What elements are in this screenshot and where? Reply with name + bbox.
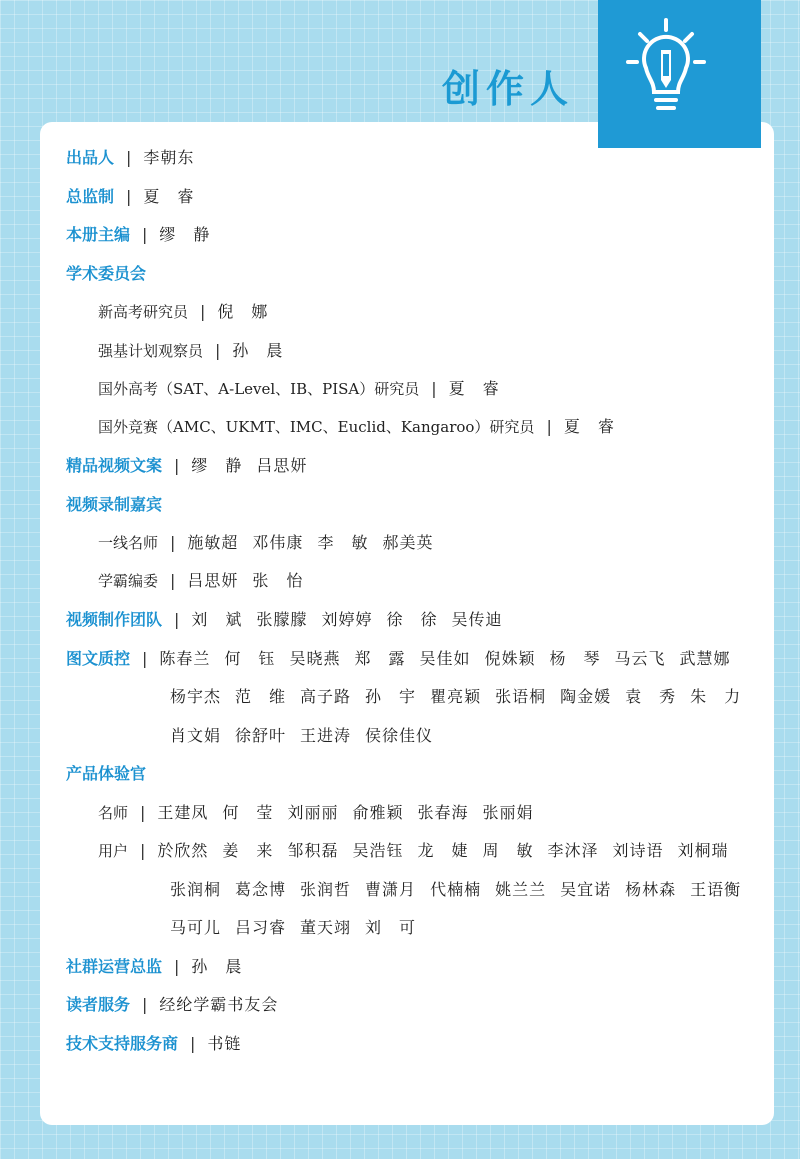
separator: | — [126, 187, 132, 206]
credit-name: 吕思妍 — [256, 456, 308, 475]
credit-name: 郑 露 — [354, 649, 406, 668]
credit-name: 杨林森 — [625, 880, 677, 899]
credit-name: 姜 来 — [222, 841, 274, 860]
credit-name: 郝美英 — [382, 533, 434, 552]
credit-label: 技术支持服务商 — [66, 1034, 179, 1053]
credit-sublabel: 新高考研究员 — [98, 303, 189, 321]
credit-name: 孙 晨 — [191, 957, 243, 976]
credit-label: 总监制 — [66, 187, 115, 206]
credit-sublabel: 强基计划观察员 — [98, 342, 204, 360]
credit-name: 马可儿 — [170, 918, 222, 937]
credit-name: 何 莹 — [222, 803, 274, 822]
credit-name: 袁 秀 — [625, 687, 677, 706]
credit-name: 范 维 — [235, 687, 287, 706]
credit-row-director — [66, 182, 208, 212]
credit-subrow — [98, 528, 447, 558]
separator: | — [126, 148, 132, 167]
credit-name: 缪 静 — [191, 456, 243, 475]
credit-subrow — [98, 412, 629, 442]
credit-name: 朱 力 — [690, 687, 742, 706]
separator: | — [215, 341, 221, 360]
credit-name: 杨宇杰 — [170, 687, 222, 706]
credit-name: 马云飞 — [614, 649, 666, 668]
credit-name: 倪 娜 — [217, 302, 269, 321]
credit-name: 王进涛 — [300, 726, 352, 745]
separator: | — [140, 841, 146, 860]
credit-row-video-guests — [66, 490, 162, 520]
credit-name: 吕思妍 — [187, 571, 239, 590]
credit-label: 社群运营总监 — [66, 957, 163, 976]
credit-continuation — [170, 875, 755, 905]
credit-row-video-team — [66, 605, 516, 635]
credit-subrow-teachers — [98, 798, 548, 828]
separator: | — [174, 456, 180, 475]
credit-name: 徐舒叶 — [235, 726, 287, 745]
credit-row-tech-support — [66, 1029, 255, 1059]
credit-label: 产品体验官 — [66, 764, 147, 783]
credit-sublabel: 国外竞赛（AMC、UKMT、IMC、Euclid、Kangaroo）研究员 — [98, 418, 535, 436]
credit-sublabel: 一线名师 — [98, 534, 159, 552]
credit-name: 王建凤 — [157, 803, 209, 822]
credit-row-academic — [66, 259, 146, 289]
credit-name: 杨 琴 — [549, 649, 601, 668]
credit-name: 孙 宇 — [365, 687, 417, 706]
credit-name: 刘 斌 — [191, 610, 243, 629]
credit-name: 周 敏 — [482, 841, 534, 860]
credits-card — [40, 122, 774, 1125]
credit-row-reader-service — [66, 990, 292, 1020]
credit-name: 刘桐瑞 — [677, 841, 729, 860]
credit-name: 吕习睿 — [235, 918, 287, 937]
credit-name: 夏 睿 — [448, 379, 500, 398]
credit-subrow — [98, 336, 297, 366]
credit-row-producer — [66, 143, 208, 173]
credit-name: 张丽娟 — [482, 803, 534, 822]
credit-continuation — [170, 682, 755, 712]
credit-sublabel: 名师 — [98, 804, 129, 822]
credit-name: 张朦朦 — [256, 610, 308, 629]
lightbulb-pencil-icon — [598, 0, 761, 148]
credit-name: 徐 徐 — [386, 610, 438, 629]
credit-name: 吴佳如 — [419, 649, 471, 668]
separator: | — [174, 610, 180, 629]
credit-row-editor — [66, 220, 224, 250]
credit-name: 夏 睿 — [143, 187, 195, 206]
separator: | — [142, 225, 148, 244]
credit-name: 何 钰 — [224, 649, 276, 668]
credit-row-testers — [66, 759, 146, 789]
credit-subrow — [98, 297, 282, 327]
credit-subrow — [98, 566, 317, 596]
credit-name: 张润桐 — [170, 880, 222, 899]
credit-label: 视频制作团队 — [66, 610, 163, 629]
credit-name: 刘婷婷 — [321, 610, 373, 629]
credit-row-video-copy — [66, 451, 321, 481]
separator: | — [140, 803, 146, 822]
credit-name: 陶金媛 — [560, 687, 612, 706]
separator: | — [170, 533, 176, 552]
credit-name: 经纶学霸书友会 — [159, 995, 279, 1014]
credit-name: 姚兰兰 — [495, 880, 547, 899]
credit-name: 李沐泽 — [547, 841, 599, 860]
credit-name: 倪姝颖 — [484, 649, 536, 668]
credit-name: 曹潇月 — [365, 880, 417, 899]
credit-sublabel: 学霸编委 — [98, 572, 159, 590]
credit-label: 本册主编 — [66, 225, 131, 244]
credit-name: 侯徐佳仪 — [365, 726, 434, 745]
separator: | — [546, 417, 552, 436]
credit-label: 读者服务 — [66, 995, 131, 1014]
credit-label: 出品人 — [66, 148, 115, 167]
credit-name: 龙 婕 — [417, 841, 469, 860]
credit-name: 缪 静 — [159, 225, 211, 244]
credit-name: 书链 — [207, 1034, 242, 1053]
credit-name: 邹积磊 — [287, 841, 339, 860]
credit-label: 视频录制嘉宾 — [66, 495, 163, 514]
credit-name: 刘诗语 — [612, 841, 664, 860]
credit-name: 李 敏 — [317, 533, 369, 552]
credit-row-quality — [66, 644, 745, 674]
credit-continuation — [170, 721, 447, 751]
credit-subrow — [98, 374, 514, 404]
separator: | — [142, 995, 148, 1014]
credit-name: 邓伟康 — [252, 533, 304, 552]
credit-continuation — [170, 913, 430, 943]
credit-label: 学术委员会 — [66, 264, 147, 283]
credit-name: 张润哲 — [300, 880, 352, 899]
credit-name: 肖文娟 — [170, 726, 222, 745]
credit-name: 俞雅颖 — [352, 803, 404, 822]
credit-name: 武慧娜 — [679, 649, 731, 668]
credit-name: 代楠楠 — [430, 880, 482, 899]
page-title: 创作人 — [442, 67, 575, 111]
credit-name: 王语衡 — [690, 880, 742, 899]
credit-sublabel: 国外高考（SAT、A-Level、IB、PISA）研究员 — [98, 380, 420, 398]
credit-name: 於欣然 — [157, 841, 209, 860]
separator: | — [431, 379, 437, 398]
credit-name: 吴传迪 — [451, 610, 503, 629]
credit-name: 吴晓燕 — [289, 649, 341, 668]
credit-sublabel: 用户 — [98, 842, 129, 860]
credit-label: 精品视频文案 — [66, 456, 163, 475]
credit-name: 高子路 — [300, 687, 352, 706]
credit-label: 图文质控 — [66, 649, 131, 668]
credit-name: 李朝东 — [143, 148, 195, 167]
credit-name: 刘丽丽 — [287, 803, 339, 822]
header-badge — [598, 0, 761, 148]
credit-name: 张 怡 — [252, 571, 304, 590]
credit-name: 夏 睿 — [563, 417, 615, 436]
credit-name: 董天翊 — [300, 918, 352, 937]
separator: | — [200, 302, 206, 321]
credit-name: 张春海 — [417, 803, 469, 822]
credit-name: 陈春兰 — [159, 649, 211, 668]
separator: | — [170, 571, 176, 590]
credit-name: 张语桐 — [495, 687, 547, 706]
credit-row-community — [66, 952, 256, 982]
credit-name: 孙 晨 — [232, 341, 284, 360]
credit-name: 施敏超 — [187, 533, 239, 552]
credit-name: 吴宜诺 — [560, 880, 612, 899]
credit-name: 瞿亮颖 — [430, 687, 482, 706]
credit-name: 吴浩钰 — [352, 841, 404, 860]
credit-name: 刘 可 — [365, 918, 417, 937]
separator: | — [190, 1034, 196, 1053]
separator: | — [174, 957, 180, 976]
separator: | — [142, 649, 148, 668]
credit-subrow-users — [98, 836, 743, 866]
credit-name: 葛念博 — [235, 880, 287, 899]
